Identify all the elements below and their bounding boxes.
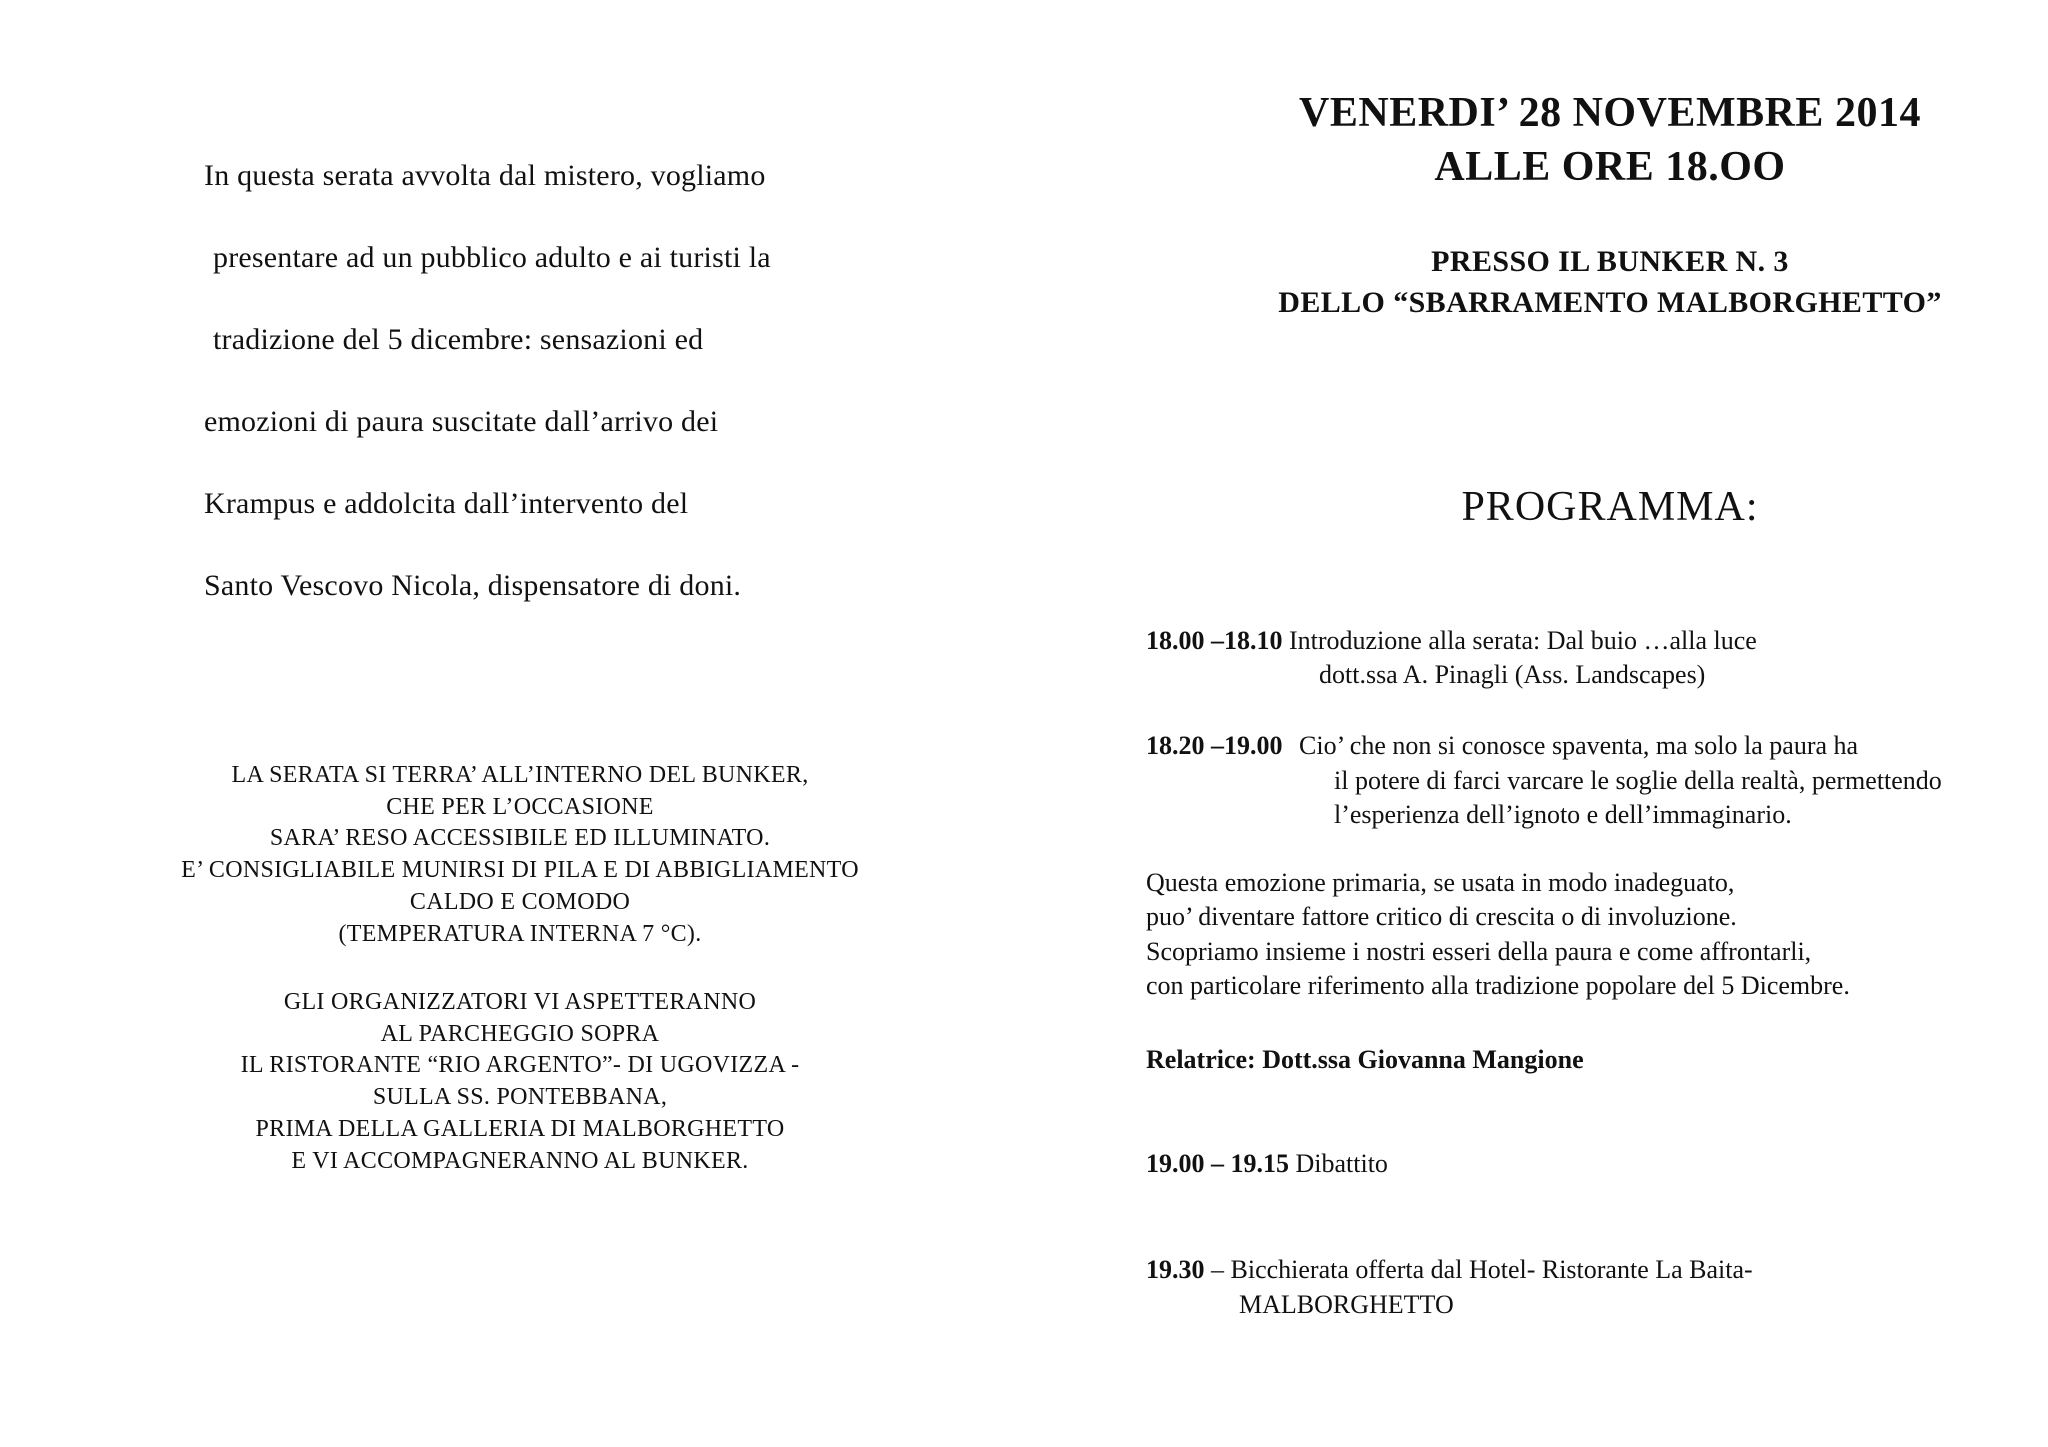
- notice-line: E’ CONSIGLIABILE MUNIRSI DI PILA E DI ABBIGLIAMENTO: [181, 857, 859, 884]
- event-location-line-2: DELLO “SBARRAMENTO MALBORGHETTO”: [1278, 286, 1942, 319]
- meeting-point-notice: [60, 987, 980, 1177]
- program-item-text: Introduzione alla serata: Dal buio …alla luce: [1289, 626, 1757, 655]
- description-line: puo’ diventare fattore critico di crescita o di involuzione.: [1146, 902, 1737, 931]
- program-item-4: [1146, 1253, 1753, 1287]
- program-item-2-continuation: il potere di farci varcare le soglie della realtà, permettendo: [1334, 766, 1942, 795]
- program-item-1-speaker: dott.ssa A. Pinagli (Ass. Landscapes): [1319, 660, 1706, 689]
- event-date: VENERDI’ 28 NOVEMBRE 2014: [1299, 90, 1921, 136]
- notice-line: (TEMPERATURA INTERNA 7 °C).: [338, 920, 702, 947]
- program-item-text: Cio’ che non si conosce spaventa, ma solo la paura ha: [1299, 731, 1859, 760]
- program-item-time: 19.00 – 19.15: [1146, 1149, 1289, 1178]
- intro-line: Krampus e addolcita dall’intervento del: [204, 487, 689, 520]
- organizers-line: E VI ACCOMPAGNERANNO AL BUNKER.: [291, 1147, 749, 1174]
- intro-line: presentare ad un pubblico adulto e ai turisti la: [213, 241, 771, 274]
- program-item-2: [1146, 729, 1858, 763]
- program-item-4-continuation: MALBORGHETTO: [1239, 1290, 1454, 1319]
- notice-line: CALDO E COMODO: [409, 888, 631, 915]
- notice-line: SARA’ RESO ACCESSIBILE ED ILLUMINATO.: [269, 825, 771, 852]
- description-line: Scopriamo insieme i nostri esseri della paura e come affrontarli,: [1146, 937, 1812, 966]
- program-item-time: 18.00 –18.10: [1146, 626, 1283, 655]
- intro-line: Santo Vescovo Nicola, dispensatore di doni.: [204, 569, 742, 602]
- notice-line: CHE PER L’OCCASIONE: [386, 793, 654, 820]
- organizers-line: IL RISTORANTE “RIO ARGENTO”- DI UGOVIZZA -: [240, 1052, 800, 1079]
- organizers-line: PRIMA DELLA GALLERIA DI MALBORGHETTO: [255, 1115, 785, 1142]
- program-item-text: Dibattito: [1295, 1149, 1388, 1178]
- program-item-time: 18.20 –19.00: [1146, 731, 1283, 760]
- organizers-line: AL PARCHEGGIO SOPRA: [380, 1020, 660, 1047]
- program-item-2-continuation: l’esperienza dell’ignoto e dell’immaginario.: [1334, 800, 1792, 829]
- intro-line: In questa serata avvolta dal mistero, vogliamo: [204, 159, 766, 192]
- program-item-text: – Bicchierata offerta dal Hotel- Ristorante La Baita-: [1211, 1255, 1753, 1284]
- organizers-line: GLI ORGANIZZATORI VI ASPETTERANNO: [283, 989, 757, 1015]
- notice-line: LA SERATA SI TERRA’ ALL’INTERNO DEL BUNKER,: [231, 762, 809, 788]
- organizers-line: SULLA SS. PONTEBBANA,: [372, 1084, 668, 1111]
- program-title: PROGRAMMA:: [1461, 484, 1759, 530]
- program-item-time: 19.30: [1146, 1255, 1205, 1284]
- intro-line: tradizione del 5 dicembre: sensazioni ed: [213, 323, 704, 356]
- description-line: Questa emozione primaria, se usata in modo inadeguato,: [1146, 868, 1735, 897]
- intro-line: emozioni di paura suscitate dall’arrivo dei: [204, 405, 719, 438]
- program-item-3: [1146, 1147, 1388, 1181]
- event-location-line-1: PRESSO IL BUNKER N. 3: [1431, 245, 1789, 278]
- venue-notice: [60, 760, 980, 950]
- description-line: con particolare riferimento alla tradizione popolare del 5 Dicembre.: [1146, 971, 1850, 1000]
- event-time: ALLE ORE 18.OO: [1434, 144, 1786, 190]
- program-item-1: [1146, 624, 1757, 658]
- speaker-name: Relatrice: Dott.ssa Giovanna Mangione: [1146, 1045, 1584, 1074]
